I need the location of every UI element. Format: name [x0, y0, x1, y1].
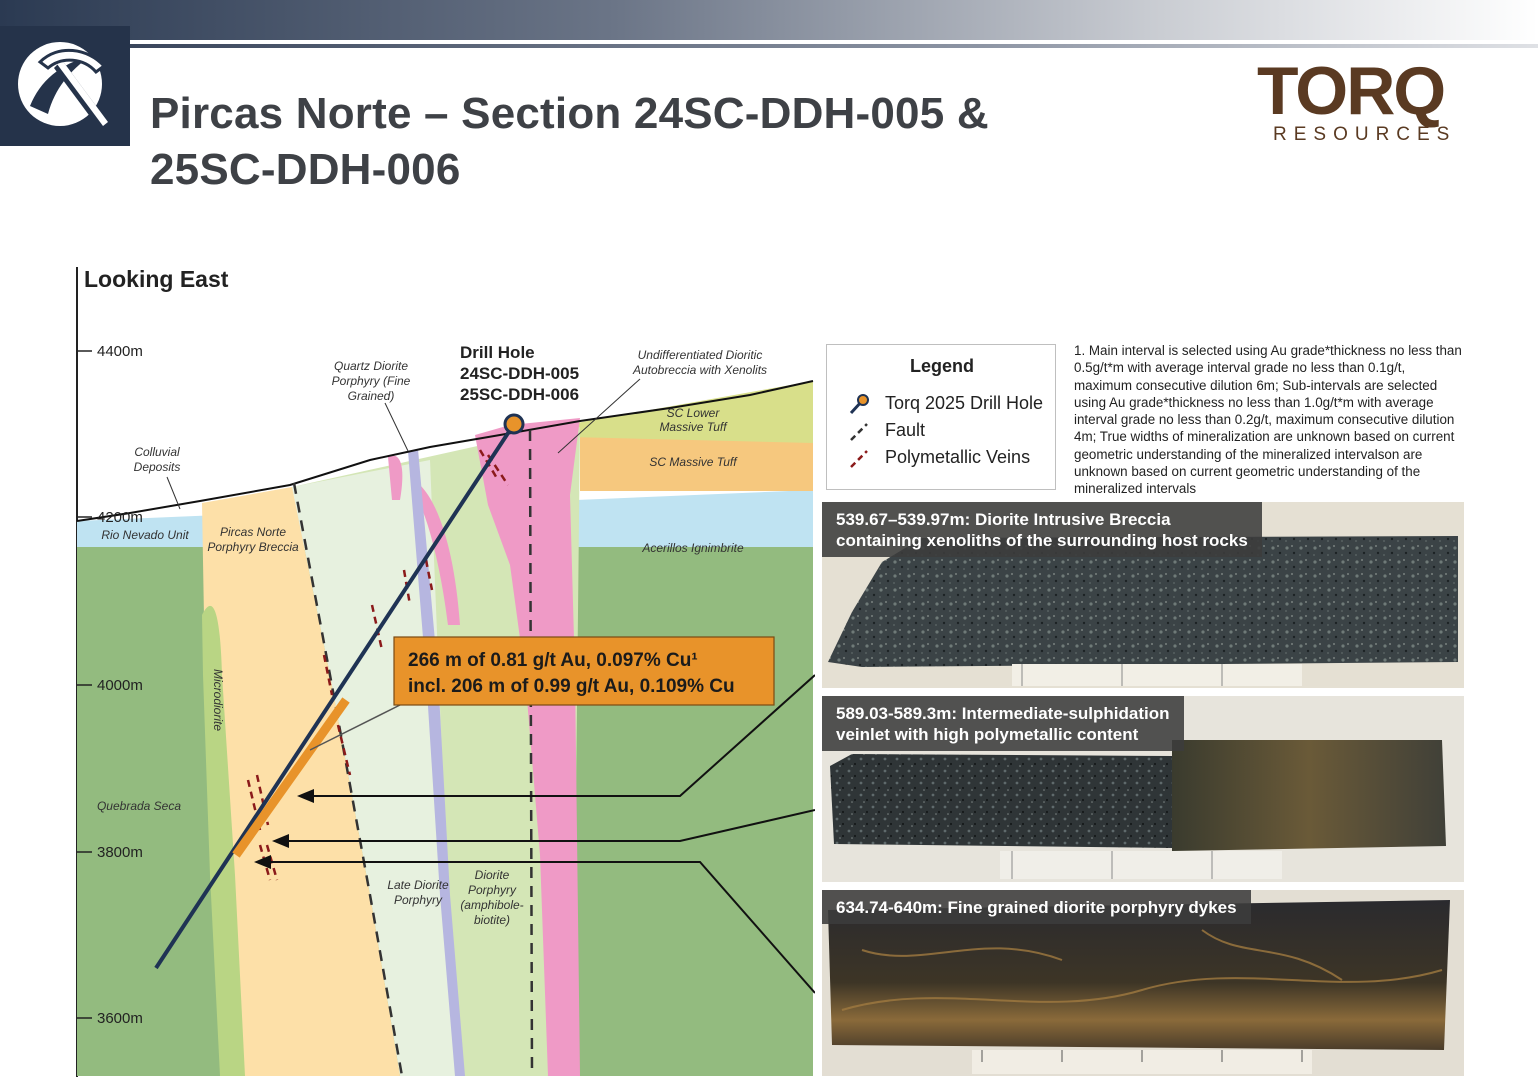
title-line-2: 25SC-DDH-006 [150, 145, 461, 194]
unit-label: biotite) [473, 913, 511, 927]
legend-item: Polymetallic Veins [885, 447, 1031, 467]
unit-label: Quartz Diorite [333, 359, 409, 373]
view-label: Looking East [84, 266, 229, 292]
geological-section [70, 255, 815, 1080]
unit-label: Quebrada Seca [96, 799, 182, 813]
core-label-line: 539.67–539.97m: Diorite Intrusive Breccia [836, 510, 1171, 529]
core-photo-1 [822, 502, 1464, 688]
title-line-1: Pircas Norte – Section 24SC-DDH-005 & [150, 89, 989, 138]
drill-hole-legend-icon [847, 392, 871, 416]
unit-label: Pircas Norte [219, 525, 287, 539]
core-label-line: 589.03-589.3m: Intermediate-sulphidation [836, 704, 1170, 723]
unit-label: SC Lower [666, 406, 720, 420]
elevation-label: 3800m [97, 844, 143, 861]
drill-collar-icon [505, 415, 523, 433]
elevation-label: 3600m [97, 1010, 143, 1027]
core-label-2 [822, 696, 1184, 751]
unit-label: Grained) [347, 389, 395, 403]
elevation-label: 4000m [97, 677, 143, 694]
unit-label: Acerillos Ignimbrite [642, 541, 744, 555]
intercept-line-1: 266 m of 0.81 g/t Au, 0.097% Cu¹ [408, 650, 698, 671]
core-photo-3 [822, 890, 1464, 1076]
core-photo-2 [822, 696, 1464, 882]
unit-label: Deposits [133, 460, 181, 474]
legend-title: Legend [909, 356, 974, 376]
page-title [150, 86, 989, 198]
unit-label: Colluvial [134, 445, 180, 459]
torq-logo [1255, 53, 1475, 158]
core-label-line: veinlet with high polymetallic content [836, 725, 1139, 744]
unit-label: Porphyry Breccia [207, 540, 299, 554]
unit-label: SC Massive Tuff [649, 455, 737, 469]
core-label-line: containing xenoliths of the surrounding host rocks [836, 531, 1248, 550]
unit-label: (amphibole- [460, 898, 524, 912]
elevation-label: 4200m [97, 509, 143, 526]
vein-legend-icon [847, 446, 871, 470]
fault-legend-icon [847, 419, 871, 443]
core-label-3 [822, 890, 1251, 924]
legend-item: Torq 2025 Drill Hole [885, 393, 1044, 413]
quartz-leader [385, 403, 408, 451]
torq-subtitle: RESOURCES [1273, 124, 1457, 145]
drill-hole-label [460, 343, 579, 404]
unit-label: Late Diorite [387, 878, 449, 892]
legend-item: Fault [885, 420, 926, 440]
unit-label: Rio Nevado Unit [101, 528, 189, 542]
torq-wordmark: TORQ [1257, 53, 1445, 129]
core-label-1 [822, 502, 1262, 557]
unit-label: Porphyry (Fine [331, 374, 411, 388]
drill-hole-id: 24SC-DDH-005 [460, 364, 580, 383]
legend [826, 344, 1056, 490]
unit-label: Microdiorite [211, 668, 225, 732]
pickaxe-logo [0, 26, 130, 146]
pickaxe-icon [0, 26, 130, 146]
drill-hole-title: Drill Hole [460, 343, 535, 362]
unit-label: Massive Tuff [659, 420, 727, 434]
header-rule [130, 44, 1538, 48]
header-bar [0, 0, 1538, 40]
unit-label: Diorite [474, 868, 510, 882]
intercept-line-2: incl. 206 m of 0.99 g/t Au, 0.109% Cu [408, 676, 735, 697]
core-label-line: 634.74-640m: Fine grained diorite porphyry dykes [836, 898, 1237, 917]
unit-label: Autobreccia with Xenolits [632, 363, 768, 377]
unit-label: Porphyry [393, 893, 443, 907]
drill-hole-id: 25SC-DDH-006 [460, 385, 580, 404]
unit-label: Undifferentiated Dioritic [637, 348, 763, 362]
footnote: 1. Main interval is selected using Au grade*thickness no less than 0.5g/t*m with average interval grade no less than 0.1g/t, maximum consecutive dilution 6m; Sub-intervals are selected using Au grade*thickness no less than 1.0g/t*m with average interval grade no less than 0.2g/t, maximum consecutive dilution 4m; True widths of mineralization are unknown based on current geometric understanding of the mineralized intervalson are unknown based on current geometric understanding of the mineralized intervals [1074, 343, 1462, 497]
unit-label: Porphyry [467, 883, 517, 897]
elevation-label: 4400m [97, 343, 143, 360]
colluvial-leader [167, 477, 180, 509]
